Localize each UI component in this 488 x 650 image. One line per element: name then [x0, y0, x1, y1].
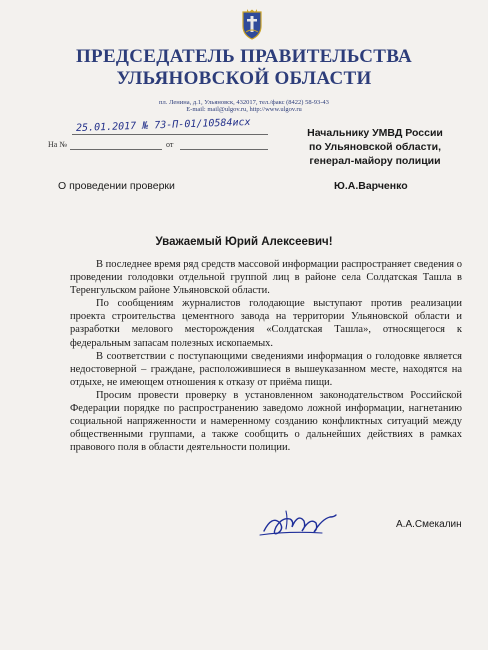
- addressee-line3: генерал-майору полиции: [309, 155, 441, 167]
- reply-number-line: [70, 149, 162, 150]
- reply-date-label: от: [166, 140, 174, 149]
- handwritten-signature: [258, 505, 340, 541]
- org-contacts: E-mail: mail@ulgov.ru, http://www.ulgov.ru: [186, 106, 302, 113]
- body-paragraph: В последнее время ряд средств массовой информации распространяет сведения о проведении голодовки отдельной группой лиц в районе села Солдатская Ташла в Теренгульском районе Ульяновской области.: [70, 259, 462, 297]
- addressee-line1: Начальнику УМВД России: [307, 127, 443, 139]
- org-title-line2: УЛЬЯНОВСКОЙ ОБЛАСТИ: [116, 68, 372, 89]
- signer-name: А.А.Смекалин: [396, 519, 462, 530]
- reply-date-line: [180, 149, 268, 150]
- registration-block: [48, 116, 278, 150]
- coat-of-arms-emblem: [239, 8, 265, 40]
- org-title-line1: ПРЕДСЕДАТЕЛЬ ПРАВИТЕЛЬСТВА: [75, 46, 413, 67]
- letter-body: [70, 258, 462, 454]
- addressee-block: [290, 126, 460, 168]
- addressee-name: Ю.А.Варченко: [334, 180, 408, 192]
- org-address: пл. Ленина, д.1, Ульяновск, 432017, тел./факс (8422) 58-93-43: [159, 99, 329, 106]
- body-paragraph: В соответствии с поступающими сведениями информация о голодовке является недостоверной – граждане, расположившиеся в вышеуказанном месте, находятся на отдыхе, не имеющем отношения к отказу от приёма пищи.: [70, 350, 462, 388]
- handwritten-registration-number: 25.01.2017 № 73-П-01/10584исх: [75, 116, 251, 135]
- body-paragraph: По сообщениям журналистов голодающие выступают против реализации проекта строительства цементного завода на территории Ульяновской области и разработки мелового месторождения «Солдатская Ташла», относящегося к федеральным запасам полезных ископаемых.: [70, 298, 462, 349]
- reply-number-label: На №: [48, 140, 67, 149]
- body-paragraph: Просим провести проверку в установленном законодательством Российской Федерации порядке по распространению заведомо ложной информации, нагнетанию социальной напряженности и намеренному созданию конфликтных ситуаций между общественными группами, а также сообщить о дальнейших действиях в рамках правового поля в области деятельности полиции.: [70, 389, 462, 454]
- letter-subject: О проведении проверки: [58, 180, 175, 192]
- greeting: Уважаемый Юрий Алексеевич!: [155, 236, 333, 248]
- addressee-line2: по Ульяновской области,: [309, 141, 441, 153]
- registration-underline: [72, 134, 268, 135]
